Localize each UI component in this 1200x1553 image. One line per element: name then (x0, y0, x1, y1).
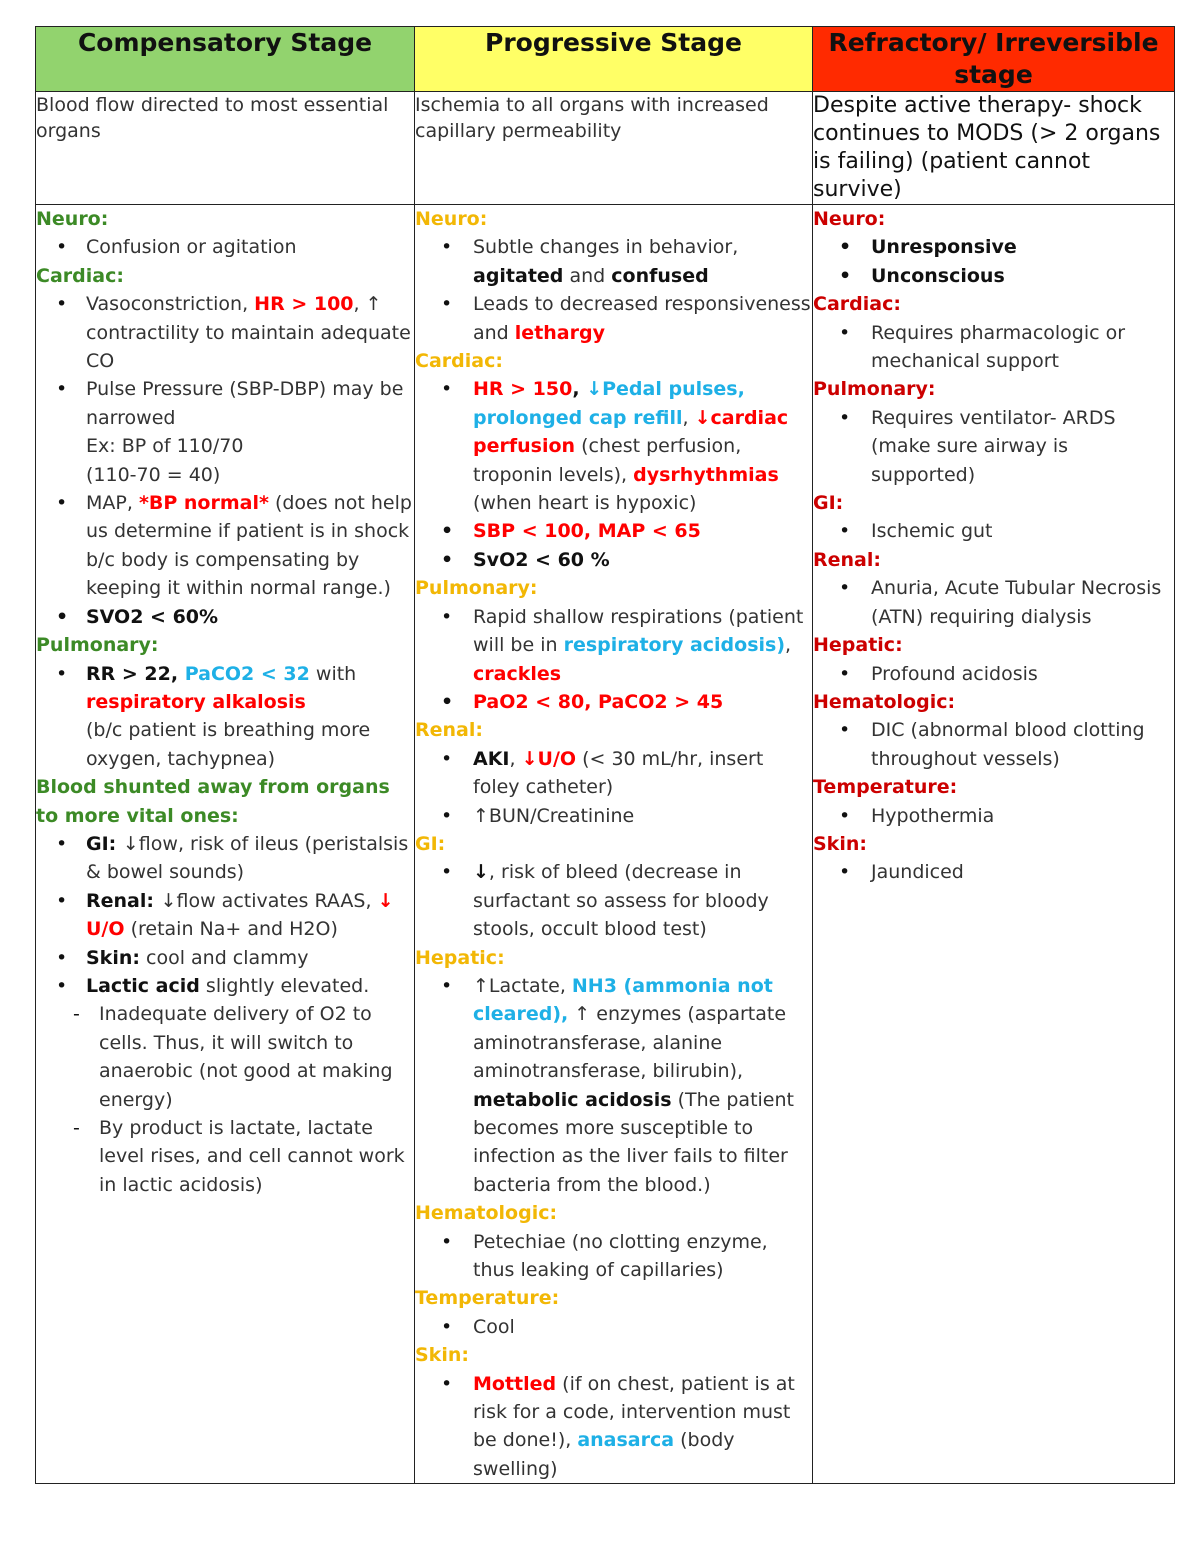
list-item: • SVO2 < 60% (36, 603, 414, 631)
text: HR > 150 (473, 378, 573, 401)
uo-decrease: ↓ U/O (86, 889, 394, 941)
text: slightly elevated. (199, 974, 370, 997)
list-item (36, 660, 414, 774)
text: anasarca (577, 1429, 675, 1452)
text: (retain Na+ and H2O) (124, 918, 338, 941)
list-item: • Unconscious (813, 262, 1174, 290)
section-temperature: Temperature: (415, 1287, 560, 1310)
list-item: • Cool (415, 1313, 812, 1341)
text: ↓flow activates RAAS, (160, 889, 378, 912)
paco2-value: PaCO2 < 32 (184, 662, 310, 685)
list-item (415, 745, 812, 802)
text: (when heart is hypoxic) (473, 492, 697, 515)
list-item (415, 375, 812, 517)
list-item (36, 489, 414, 603)
list-item (36, 290, 414, 375)
list-item: • Requires pharmacologic or mechanical support (813, 319, 1174, 376)
text: metabolic acidosis (473, 1088, 672, 1111)
section-hepatic: Hepatic: (813, 634, 903, 657)
text: Subtle changes in behavior, (473, 236, 739, 259)
compensatory-details (36, 205, 415, 1484)
section-skin: Skin: (415, 1344, 469, 1367)
list-item: • DIC (abnormal blood clotting throughout vessels) (813, 716, 1174, 773)
text: ↓Pedal pulses, prolonged cap refill (473, 378, 745, 429)
list-item: • PaO2 < 80, PaCO2 > 45 (415, 688, 812, 716)
list-item (36, 887, 414, 944)
text: (b/c patient is breathing more oxygen, tachypnea) (86, 719, 371, 770)
hr-value: HR > 100 (254, 293, 354, 316)
text: ↓ (473, 861, 489, 884)
shock-stages-table (35, 26, 1175, 1484)
text: ↓cardiac perfusion (473, 406, 789, 458)
list-item (415, 858, 812, 943)
text: , (785, 634, 792, 657)
text: crackles (473, 662, 562, 685)
text: (body swelling) (473, 1429, 735, 1480)
text: (The patient becomes more susceptible to infection as the liver fails to filter bacteria from the blood.) (473, 1088, 794, 1196)
section-shunt: Blood shunted away from organs to more vital ones: (36, 776, 390, 827)
text: (< 30 mL/hr, insert foley catheter) (473, 747, 764, 799)
compensatory-description: Blood flow directed to most essential organs (36, 92, 415, 205)
progressive-description: Ischemia to all organs with increased capillary permeability (415, 92, 813, 205)
text: , risk of bleed (decrease in surfactant so assess for bloody stools, occult blood test) (473, 861, 769, 941)
list-item (36, 375, 414, 489)
section-skin: Skin: (813, 832, 867, 855)
list-item (415, 1370, 812, 1484)
section-gi: GI: (813, 492, 844, 515)
list-item (36, 944, 414, 972)
resp-alkalosis: respiratory alkalosis (86, 690, 306, 713)
text: , (572, 378, 587, 401)
section-cardiac: Cardiac: (415, 350, 503, 373)
text: agitated (473, 264, 564, 287)
section-temperature: Temperature: (813, 776, 958, 799)
section-pulmonary: Pulmonary: (36, 634, 159, 657)
text: ↓U/O (521, 747, 577, 770)
list-item: • Ischemic gut (813, 517, 1174, 545)
refractory-description: Despite active therapy- shock continues to MODS (> 2 organs is failing) (patient cannot survive) (813, 92, 1175, 205)
text: confused (611, 264, 709, 287)
list-item: • Requires ventilator- ARDS (make sure airway is supported) (813, 404, 1174, 489)
list-item (36, 830, 414, 887)
list-item: • Unresponsive (813, 233, 1174, 261)
list-item: • Hypothermia (813, 802, 1174, 830)
lethargy: lethargy (514, 321, 605, 344)
list-item (36, 972, 414, 1000)
text: MAP, (86, 492, 139, 515)
text: (does not help us determine if patient is in shock b/c body is compensating by keeping it within normal range.) (86, 492, 412, 600)
section-renal: Renal: (813, 548, 881, 571)
text: Rapid shallow respirations (patient will be in (473, 605, 804, 657)
text: RR (86, 662, 116, 685)
list-item: • Profound acidosis (813, 660, 1174, 688)
text: GI: (86, 832, 123, 855)
text: Mottled (473, 1372, 557, 1395)
text: , (509, 747, 522, 770)
text: (if on chest, patient is at risk for a code, intervention must be done!), (473, 1372, 795, 1452)
text: Leads to decreased responsiveness and (473, 293, 811, 344)
text: dysrhythmias (633, 463, 779, 486)
text: , ↑ contractility to maintain adequate CO (86, 293, 411, 373)
list-item (415, 233, 812, 290)
text: with (309, 662, 357, 685)
list-item: • ↑BUN/Creatinine (415, 802, 812, 830)
compensatory-header: Compensatory Stage (36, 27, 415, 92)
text: ↓flow, risk of ileus (peristalsis & bowel sounds) (86, 832, 409, 884)
list-item (415, 972, 812, 1199)
list-item: • SvO2 < 60 % (415, 546, 812, 574)
progressive-header: Progressive Stage (415, 27, 813, 92)
refractory-details (813, 205, 1175, 1484)
list-item: - By product is lactate, lactate level rises, and cell cannot work in lactic acidosis) (36, 1114, 414, 1199)
list-item: • SBP < 100, MAP < 65 (415, 517, 812, 545)
text: NH3 (ammonia not cleared), (473, 974, 773, 1026)
text: Renal: (86, 889, 161, 912)
list-item: • Petechiae (no clotting enzyme, thus leaking of capillaries) (415, 1228, 812, 1285)
text: respiratory acidosis) (563, 634, 786, 657)
section-cardiac: Cardiac: (36, 264, 124, 287)
text: Pulse Pressure (SBP-DBP) may be narrowed (86, 378, 404, 429)
bp-normal: *BP normal* (138, 492, 269, 515)
section-hematologic: Hematologic: (813, 690, 956, 713)
text: cool and clammy (139, 946, 309, 969)
list-item: - Inadequate delivery of O2 to cells. Thus, it will switch to anaerobic (not good at making energy) (36, 1000, 414, 1114)
list-item (415, 290, 812, 347)
text: (chest perfusion, troponin levels), (473, 435, 742, 486)
section-hematologic: Hematologic: (415, 1202, 558, 1225)
text: Skin: (86, 946, 140, 969)
list-item (415, 603, 812, 688)
section-pulmonary: Pulmonary: (813, 378, 936, 401)
text: ↑ enzymes (aspartate aminotransferase, alanine aminotransferase, bilirubin), (473, 1003, 787, 1083)
section-renal: Renal: (415, 719, 483, 742)
list-item: • Jaundiced (813, 858, 1174, 886)
section-cardiac: Cardiac: (813, 293, 901, 316)
list-item: • Confusion or agitation (36, 233, 414, 261)
refractory-header: Refractory/ Irreversible stage (813, 27, 1175, 92)
section-neuro: Neuro: (36, 208, 109, 230)
text: Ex: BP of 110/70 (86, 435, 244, 458)
section-hepatic: Hepatic: (415, 946, 505, 969)
list-item: • Anuria, Acute Tubular Necrosis (ATN) requiring dialysis (813, 574, 1174, 631)
text: > 22, (115, 662, 185, 685)
text: , (682, 406, 695, 429)
text: Vasoconstriction, (86, 293, 255, 316)
text: (110-70 = 40) (86, 463, 221, 486)
text: ↑Lactate, (473, 974, 572, 997)
progressive-details (415, 205, 813, 1484)
section-pulmonary: Pulmonary: (415, 577, 538, 600)
section-neuro: Neuro: (415, 208, 488, 230)
text: AKI (473, 747, 510, 770)
section-gi: GI: (415, 832, 446, 855)
section-neuro: Neuro: (813, 208, 886, 230)
text: and (563, 264, 612, 287)
text: Lactic acid (86, 974, 200, 997)
